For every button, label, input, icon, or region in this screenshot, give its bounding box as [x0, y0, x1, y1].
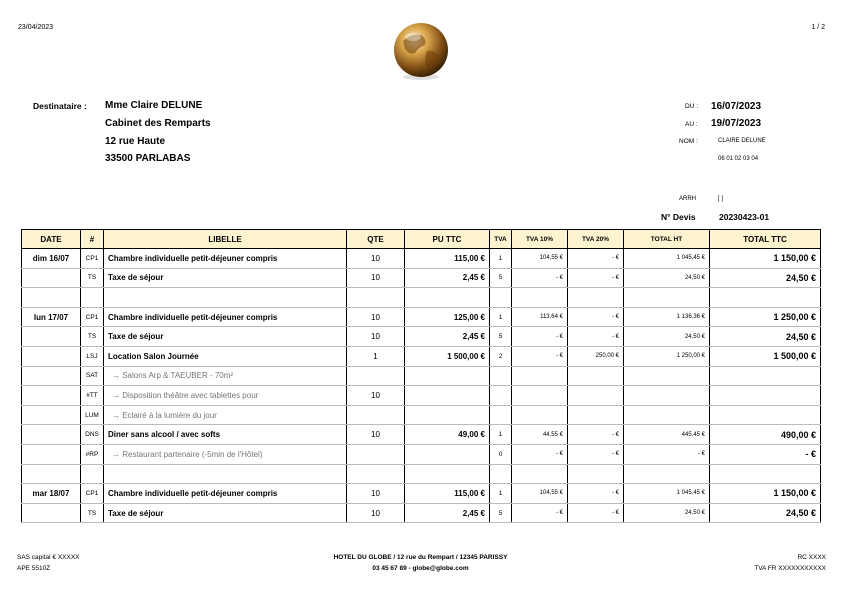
row-tva-code: 1: [490, 425, 512, 445]
row-code: [81, 464, 104, 484]
row-date: [22, 425, 81, 445]
row-pu-ttc: [405, 405, 490, 425]
row-tva20: [568, 386, 624, 406]
devis-value: 20230423-01: [719, 212, 770, 222]
row-date: lun 17/07: [22, 307, 81, 327]
du-label: DU :: [685, 103, 698, 110]
row-tva10: 104,55 €: [512, 484, 568, 504]
row-tva10: [512, 288, 568, 308]
row-code: #RP: [81, 444, 104, 464]
row-date: [22, 503, 81, 523]
table-row: [22, 503, 821, 523]
row-total-ttc: - €: [710, 444, 821, 464]
table-row: [22, 307, 821, 327]
devis-label: N° Devis: [661, 212, 696, 222]
row-date: [22, 327, 81, 347]
col-header-libelle: LIBELLE: [104, 230, 347, 249]
footer-ape: APE 5510Z: [17, 565, 51, 572]
row-tva-code: 5: [490, 327, 512, 347]
row-total-ht: 24,50 €: [624, 503, 710, 523]
row-code: TS: [81, 503, 104, 523]
table-row: [22, 464, 821, 484]
footer-capital: SAS capital € XXXXX: [17, 554, 80, 561]
row-libelle: Chambre individuelle petit-déjeuner compris: [104, 249, 347, 269]
row-tva-code: 5: [490, 268, 512, 288]
row-tva-code: [490, 288, 512, 308]
row-pu-ttc: 2,45 €: [405, 268, 490, 288]
row-pu-ttc: 115,00 €: [405, 249, 490, 269]
row-qte: 10: [347, 484, 405, 504]
row-libelle: → Eclairé à la lumière du jour: [104, 405, 347, 425]
row-tva20: 250,00 €: [568, 346, 624, 366]
row-libelle: [104, 464, 347, 484]
row-date: [22, 366, 81, 386]
recipient-street: 12 rue Haute: [105, 136, 166, 147]
row-total-ht: [624, 386, 710, 406]
row-pu-ttc: [405, 366, 490, 386]
row-code: SAT: [81, 366, 104, 386]
row-qte: [347, 444, 405, 464]
row-total-ttc: 24,50 €: [710, 268, 821, 288]
row-tva20: - €: [568, 484, 624, 504]
row-tva-code: [490, 386, 512, 406]
row-code: LSJ: [81, 346, 104, 366]
globe-icon: [391, 21, 451, 81]
row-date: [22, 444, 81, 464]
table-row: [22, 386, 821, 406]
row-tva-code: [490, 405, 512, 425]
row-tva-code: 1: [490, 484, 512, 504]
phone-value: 06 01 02 03 04: [718, 156, 759, 162]
row-tva10: - €: [512, 327, 568, 347]
row-pu-ttc: [405, 288, 490, 308]
row-total-ttc: [710, 464, 821, 484]
table-row: [22, 327, 821, 347]
row-tva-code: 2: [490, 346, 512, 366]
page-number: 1 / 2: [811, 24, 825, 31]
row-tva20: - €: [568, 327, 624, 347]
row-libelle: Taxe de séjour: [104, 327, 347, 347]
row-code: [81, 288, 104, 308]
row-date: [22, 288, 81, 308]
row-pu-ttc: [405, 464, 490, 484]
row-tva10: [512, 366, 568, 386]
row-tva20: - €: [568, 268, 624, 288]
arrh-label: ARRH: [679, 196, 697, 202]
table-row: [22, 366, 821, 386]
row-total-ht: 24,50 €: [624, 268, 710, 288]
row-tva-code: 1: [490, 307, 512, 327]
row-total-ttc: 1 150,00 €: [710, 249, 821, 269]
table-row: [22, 288, 821, 308]
row-tva-code: 5: [490, 503, 512, 523]
row-qte: 10: [347, 327, 405, 347]
row-code: TS: [81, 327, 104, 347]
recipient-label: Destinataire :: [33, 101, 87, 111]
table-row: [22, 405, 821, 425]
row-code: LUM: [81, 405, 104, 425]
row-tva10: 113,64 €: [512, 307, 568, 327]
row-total-ht: [624, 288, 710, 308]
table-row: [22, 444, 821, 464]
row-tva20: - €: [568, 425, 624, 445]
row-libelle: Diner sans alcool / avec softs: [104, 425, 347, 445]
footer-tva: TVA FR XXXXXXXXXXX: [754, 565, 826, 572]
row-libelle: Chambre individuelle petit-déjeuner compris: [104, 307, 347, 327]
row-qte: 10: [347, 249, 405, 269]
row-tva10: 104,55 €: [512, 249, 568, 269]
document-date: 23/04/2023: [18, 24, 54, 31]
du-value: 16/07/2023: [711, 101, 762, 112]
row-total-ht: 1 045,45 €: [624, 249, 710, 269]
row-total-ht: 1 250,00 €: [624, 346, 710, 366]
nom-label: NOM :: [679, 138, 698, 145]
col-header-pu-ttc: PU TTC: [405, 230, 490, 249]
table-row: [22, 484, 821, 504]
row-tva10: - €: [512, 268, 568, 288]
row-total-ht: [624, 405, 710, 425]
row-pu-ttc: [405, 386, 490, 406]
row-qte: [347, 288, 405, 308]
row-date: [22, 386, 81, 406]
row-total-ttc: 1 250,00 €: [710, 307, 821, 327]
row-pu-ttc: 125,00 €: [405, 307, 490, 327]
row-total-ttc: [710, 386, 821, 406]
row-total-ttc: 1 500,00 €: [710, 346, 821, 366]
row-total-ttc: [710, 405, 821, 425]
row-tva-code: 0: [490, 444, 512, 464]
row-qte: 10: [347, 425, 405, 445]
row-tva20: - €: [568, 307, 624, 327]
table-row: [22, 346, 821, 366]
row-tva-code: [490, 464, 512, 484]
row-total-ttc: 490,00 €: [710, 425, 821, 445]
row-total-ht: 24,50 €: [624, 327, 710, 347]
row-date: [22, 405, 81, 425]
col-header-date: DATE: [22, 230, 81, 249]
row-total-ttc: 24,50 €: [710, 503, 821, 523]
col-header-total-ttc: TOTAL TTC: [710, 230, 821, 249]
row-qte: 10: [347, 268, 405, 288]
row-tva20: - €: [568, 249, 624, 269]
row-libelle: Taxe de séjour: [104, 268, 347, 288]
col-header-tva: TVA: [490, 230, 512, 249]
row-qte: [347, 366, 405, 386]
row-tva10: [512, 405, 568, 425]
row-total-ttc: 24,50 €: [710, 327, 821, 347]
row-qte: [347, 405, 405, 425]
footer-rc: RC XXXX: [797, 554, 826, 561]
row-total-ttc: [710, 288, 821, 308]
row-tva10: - €: [512, 346, 568, 366]
table-row: [22, 268, 821, 288]
nom-value: CLAIRE DELUNE: [718, 138, 766, 144]
row-date: [22, 346, 81, 366]
row-pu-ttc: 49,00 €: [405, 425, 490, 445]
row-total-ht: 1 136,36 €: [624, 307, 710, 327]
col-header-tva10: TVA 10%: [512, 230, 568, 249]
quote-table: [21, 229, 821, 523]
row-total-ht: [624, 366, 710, 386]
row-code: TS: [81, 268, 104, 288]
row-tva20: - €: [568, 444, 624, 464]
row-qte: 10: [347, 307, 405, 327]
row-total-ht: - €: [624, 444, 710, 464]
row-date: [22, 464, 81, 484]
footer-hotel-address: HOTEL DU GLOBE / 12 rue du Rempart / 12345 PARISSY: [333, 554, 508, 561]
row-tva20: [568, 366, 624, 386]
row-code: #TT: [81, 386, 104, 406]
footer-contact: 03 45 67 89 - globe@globe.com: [372, 565, 469, 572]
row-tva10: - €: [512, 503, 568, 523]
row-pu-ttc: 2,45 €: [405, 327, 490, 347]
row-qte: 10: [347, 386, 405, 406]
row-tva20: - €: [568, 503, 624, 523]
row-pu-ttc: [405, 444, 490, 464]
row-code: DNS: [81, 425, 104, 445]
au-value: 19/07/2023: [711, 118, 762, 129]
col-header-total-ht: TOTAL HT: [624, 230, 710, 249]
row-tva20: [568, 405, 624, 425]
row-libelle: → Salons Arp & TAEUBER - 70m²: [104, 366, 347, 386]
col-header-tva20: TVA 20%: [568, 230, 624, 249]
row-libelle: [104, 288, 347, 308]
row-libelle: Chambre individuelle petit-déjeuner compris: [104, 484, 347, 504]
row-libelle: → Restaurant partenaire (-5min de l'Hôtel): [104, 444, 347, 464]
row-pu-ttc: 2,45 €: [405, 503, 490, 523]
row-tva10: - €: [512, 444, 568, 464]
row-tva-code: [490, 366, 512, 386]
row-libelle: → Disposition théâtre avec tablettes pour: [104, 386, 347, 406]
row-date: dim 16/07: [22, 249, 81, 269]
row-pu-ttc: 115,00 €: [405, 484, 490, 504]
row-tva10: 44,55 €: [512, 425, 568, 445]
row-total-ttc: [710, 366, 821, 386]
row-code: CP1: [81, 307, 104, 327]
row-code: CP1: [81, 249, 104, 269]
col-header-qte: QTE: [347, 230, 405, 249]
table-header-row: [22, 230, 821, 249]
row-qte: 10: [347, 503, 405, 523]
table-row: [22, 425, 821, 445]
row-tva10: [512, 386, 568, 406]
row-libelle: Location Salon Journée: [104, 346, 347, 366]
row-total-ht: 445,45 €: [624, 425, 710, 445]
row-qte: [347, 464, 405, 484]
col-header-code: #: [81, 230, 104, 249]
row-total-ttc: 1 150,00 €: [710, 484, 821, 504]
row-code: CP1: [81, 484, 104, 504]
row-total-ht: 1 045,45 €: [624, 484, 710, 504]
recipient-city: 33500 PARLABAS: [105, 153, 191, 164]
au-label: AU :: [685, 121, 698, 128]
row-tva-code: 1: [490, 249, 512, 269]
row-tva20: [568, 288, 624, 308]
row-pu-ttc: 1 500,00 €: [405, 346, 490, 366]
row-date: [22, 268, 81, 288]
row-libelle: Taxe de séjour: [104, 503, 347, 523]
row-tva10: [512, 464, 568, 484]
row-total-ht: [624, 464, 710, 484]
recipient-name: Mme Claire DELUNE: [105, 100, 203, 111]
row-qte: 1: [347, 346, 405, 366]
recipient-company: Cabinet des Remparts: [105, 118, 211, 129]
row-tva20: [568, 464, 624, 484]
row-date: mar 18/07: [22, 484, 81, 504]
table-row: [22, 249, 821, 269]
arrh-value: [ ]: [718, 196, 724, 202]
